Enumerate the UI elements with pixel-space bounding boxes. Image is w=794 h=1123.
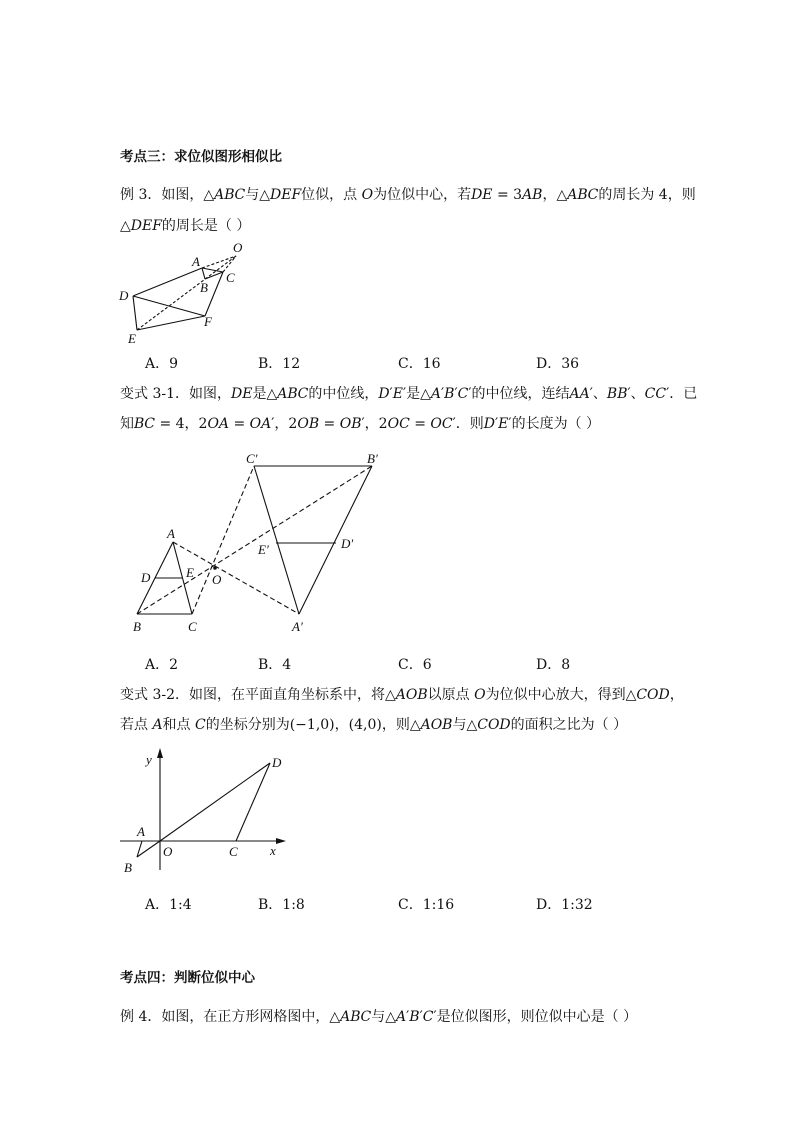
example3-option-a[interactable]: A．9 xyxy=(145,356,179,372)
example3-option-d[interactable]: D．36 xyxy=(536,356,580,372)
section-heading-4: 考点四：判断位似中心 xyxy=(120,970,255,986)
label-A: A xyxy=(167,526,175,541)
label-B: B xyxy=(124,860,132,875)
label-E: E xyxy=(128,331,136,346)
label-E: E xyxy=(186,565,194,580)
variant31-option-b[interactable]: B．4 xyxy=(258,657,292,673)
label-O: O xyxy=(163,844,173,859)
variant31-question-line2: 知𝐵𝐶 = 4，2𝑂𝐴 = 𝑂𝐴′，2𝑂𝐵 = 𝑂𝐵′，2𝑂𝐶 = 𝑂𝐶′．则𝐷′𝐸′的长度为（ ） xyxy=(120,416,601,432)
label-D: D xyxy=(141,570,151,585)
label-y: y xyxy=(146,752,152,767)
example4-question-line1: 例 4．如图，在正方形网格图中，△𝐴𝐵𝐶与△𝐴′𝐵′𝐶′是位似图形，则位似中心是（ ） xyxy=(120,1009,638,1025)
label-D: D xyxy=(272,755,282,770)
label-C: C xyxy=(229,844,238,859)
variant31-option-c[interactable]: C．6 xyxy=(398,657,432,673)
example3-option-b[interactable]: B．12 xyxy=(258,356,301,372)
label-Bprime: B′ xyxy=(367,451,378,466)
label-B: B xyxy=(200,280,208,295)
variant32-option-d[interactable]: D．1:32 xyxy=(536,897,593,913)
label-x: x xyxy=(270,843,276,858)
variant32-question-line1: 变式 3-2．如图，在平面直角坐标系中，将△𝐴𝑂𝐵以原点 𝑂为位似中心放大，得到△𝐶𝑂𝐷， xyxy=(120,687,684,703)
variant32-option-c[interactable]: C．1:16 xyxy=(398,897,455,913)
label-D: D xyxy=(119,288,129,303)
variant32-option-b[interactable]: B．1:8 xyxy=(258,897,305,913)
example3-question-line1: 例 3．如图，△𝐴𝐵𝐶与△𝐷𝐸𝐹位似，点 𝑂为位似中心，若𝐷𝐸 = 3𝐴𝐵，△𝐴𝐵𝐶的周长为 4，则 xyxy=(120,187,696,203)
label-O: O xyxy=(212,572,222,587)
section-heading: 考点三：求位似图形相似比 xyxy=(120,149,282,165)
label-O: O xyxy=(233,240,243,255)
variant31-option-a[interactable]: A．2 xyxy=(145,657,179,673)
variant32-option-a[interactable]: A．1:4 xyxy=(145,897,192,913)
label-Aprime: A′ xyxy=(292,619,303,634)
label-A: A xyxy=(137,824,145,839)
example3-option-c[interactable]: C．16 xyxy=(398,356,441,372)
label-A: A xyxy=(192,254,200,269)
label-Dprime: D′ xyxy=(341,536,354,551)
label-Eprime: E′ xyxy=(258,542,269,557)
label-Cprime: C′ xyxy=(246,451,258,466)
variant31-question-line1: 变式 3-1．如图，𝐷𝐸是△𝐴𝐵𝐶的中位线，𝐷′𝐸′是△𝐴′𝐵′𝐶′的中位线，连结𝐴𝐴′、𝐵𝐵′、𝐶𝐶′．已 xyxy=(120,386,698,402)
variant32-question-line2: 若点 𝐴和点 𝐶的坐标分别为(−1,0)，(4,0)，则△𝐴𝑂𝐵与△𝐶𝑂𝐷的面积之比为（ ） xyxy=(120,717,628,733)
label-B: B xyxy=(133,619,141,634)
label-C: C xyxy=(188,619,197,634)
label-C: C xyxy=(226,270,235,285)
variant31-option-d[interactable]: D．8 xyxy=(536,657,571,673)
example3-question-line2: △𝐷𝐸𝐹的周长是（ ） xyxy=(120,218,251,234)
label-F: F xyxy=(204,314,212,329)
